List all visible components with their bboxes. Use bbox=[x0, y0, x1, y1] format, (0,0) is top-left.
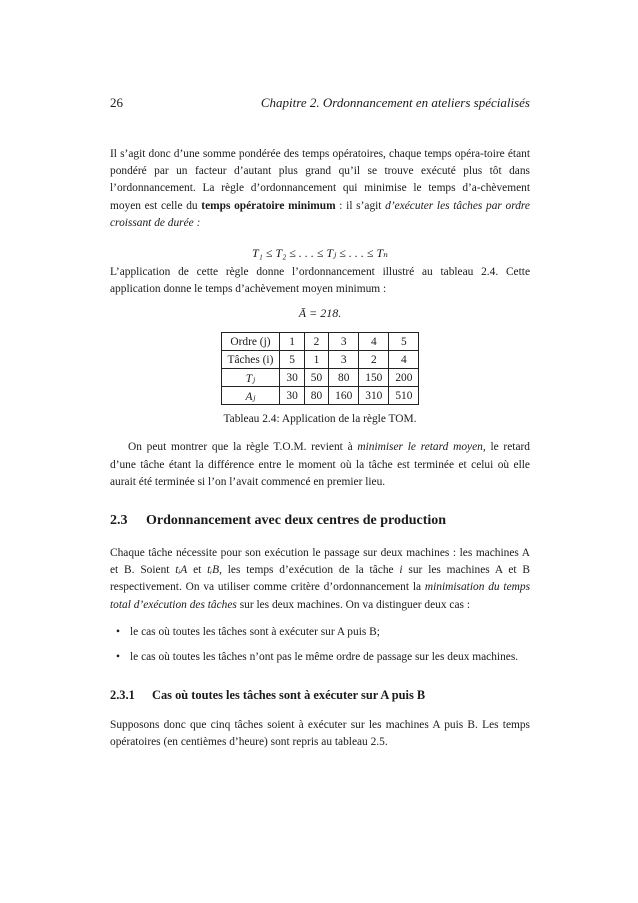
bold-term: temps opératoire minimum bbox=[201, 199, 336, 212]
table-row bbox=[221, 387, 419, 405]
table-cell: 4 bbox=[389, 351, 419, 369]
table-cell: 200 bbox=[389, 369, 419, 387]
case-list bbox=[110, 624, 530, 666]
table-cell: 80 bbox=[329, 369, 359, 387]
table-cell: 1 bbox=[304, 351, 328, 369]
paragraph-tom-delay: On peut montrer que la règle T.O.M. revient à minimiser le retard moyen, le retard d’une tâche étant la différence entre le moment où la tâche est terminée et celui où elle aurait été terminée si l’on l’avait commencé en premier lieu. bbox=[110, 441, 530, 488]
tom-table bbox=[221, 332, 420, 405]
italic-phrase: minimisation du temps total d’exécution des tâches bbox=[110, 581, 531, 611]
list-item: • le cas où toutes les tâches n’ont pas le même ordre de passage sur les deux machines. bbox=[110, 649, 530, 666]
table-cell: 30 bbox=[280, 387, 304, 405]
table-cell: 160 bbox=[329, 387, 359, 405]
table-row bbox=[221, 351, 419, 369]
table-cell: 310 bbox=[359, 387, 389, 405]
italic-phrase: minimiser le retard moyen bbox=[357, 441, 483, 454]
row-label: Ordre (j) bbox=[221, 333, 280, 351]
bullet-icon: • bbox=[116, 651, 120, 664]
table-cell: 2 bbox=[304, 333, 328, 351]
table-cell: 5 bbox=[389, 333, 419, 351]
equation-mean-completion: Ā = 218. bbox=[298, 306, 342, 321]
bullet-icon: • bbox=[116, 625, 120, 638]
chapter-title: Chapitre 2. Ordonnancement en ateliers spécialisés bbox=[260, 95, 530, 110]
paragraph-two-machines: Chaque tâche nécessite pour son exécution le passage sur deux machines : les machines A et B. Soient tᵢA et tᵢB, les temps d’exécution de la tâche i sur les machines A et B respectivement. On va utiliser comme critère d’ordonnancement la minimisation du temps total d’exécution des tâches sur les deux machines. On va distinguer deux cas : bbox=[110, 547, 531, 611]
running-header bbox=[110, 95, 530, 111]
page-number: 26 bbox=[110, 95, 123, 110]
section-heading bbox=[110, 513, 530, 529]
table-cell: 5 bbox=[280, 351, 304, 369]
table-cell: 510 bbox=[389, 387, 419, 405]
table-cell: 30 bbox=[280, 369, 304, 387]
table-row bbox=[221, 369, 419, 387]
subsection-number: 2.3.1 bbox=[110, 688, 135, 703]
row-label: Tâches (i) bbox=[221, 351, 280, 369]
subsection-heading bbox=[110, 688, 530, 703]
page bbox=[110, 95, 530, 752]
table-row bbox=[221, 333, 419, 351]
equation-ordering: T₁ ≤ T₂ ≤ . . . ≤ Tⱼ ≤ . . . ≤ Tₙ bbox=[251, 246, 388, 261]
row-label: Tⱼ bbox=[221, 369, 280, 387]
table-cell: 150 bbox=[359, 369, 389, 387]
table-cell: 4 bbox=[359, 333, 389, 351]
section-number: 2.3 bbox=[110, 513, 128, 529]
table-cell: 80 bbox=[304, 387, 328, 405]
section-title: Ordonnancement avec deux centres de production bbox=[146, 513, 447, 529]
table-cell: 2 bbox=[359, 351, 389, 369]
table-cell: 3 bbox=[329, 333, 359, 351]
italic-phrase: d’exécuter les tâches par ordre croissant de durée : bbox=[110, 199, 530, 229]
intro-paragraph: Il s’agit donc d’une somme pondérée des temps opératoires, chaque temps opéra-toire étant pondéré par un facteur d’autant plus grand qu’il se trouve exécuté plus tôt dans l’ordonnancement. La règle d’ordonnancement qui minimise le temps d’a-chèvement moyen est celle du temps opératoire minimum : il s’agit d’exécuter les tâches par ordre croissant de durée : bbox=[110, 148, 530, 229]
table-cell: 50 bbox=[304, 369, 328, 387]
table-cell: 1 bbox=[280, 333, 304, 351]
subsection-title: Cas où toutes les tâches sont à exécuter sur A puis B bbox=[152, 688, 426, 703]
row-label: Aⱼ bbox=[221, 387, 280, 405]
table-caption: Tableau 2.4: Application de la règle TOM. bbox=[223, 413, 417, 426]
paragraph-five-tasks: Supposons donc que cinq tâches soient à exécuter sur les machines A puis B. Les temps opératoires (en centièmes d’heure) sont repris au tableau 2.5. bbox=[110, 719, 530, 749]
paragraph-application: L’application de cette règle donne l’ordonnancement illustré au tableau 2.4. Cette application donne le temps d’achèvement moyen minimum : bbox=[110, 266, 530, 296]
table-cell: 3 bbox=[329, 351, 359, 369]
list-item: • le cas où toutes les tâches sont à exécuter sur A puis B; bbox=[110, 624, 530, 641]
